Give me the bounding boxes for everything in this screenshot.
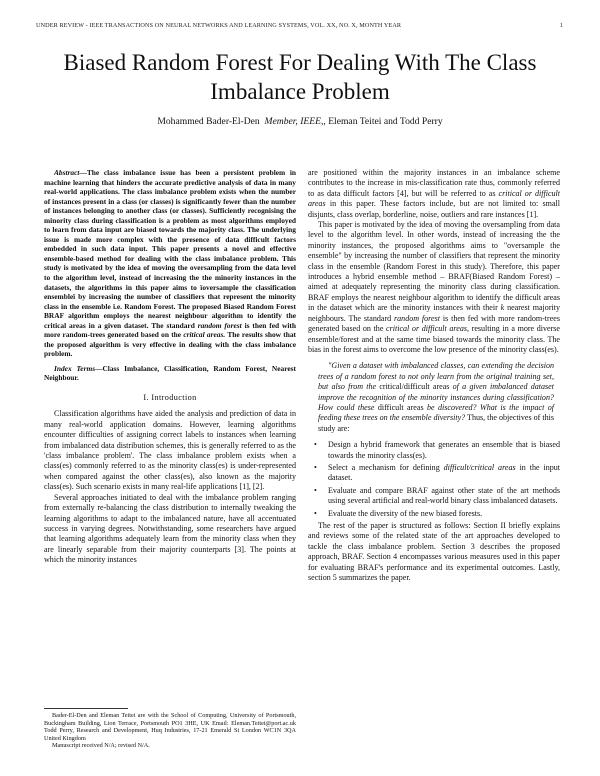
section-heading-introduction: I. Introduction: [143, 393, 197, 403]
list-item: • Evaluate the diversity of the new biased forests.: [322, 509, 560, 519]
intro-paragraph-1: Classification algorithms have aided the analysis and prediction of data in many real-world application domains. However, learning algorithms encounter difficulties of assigning correct labels to instances when learning from imbalanced data distribution schemes, this is generally referred to as the 'class imbalance problem'. The class imbalance problem exists when a class(es) commonly referred to as the minority class(es) is under-represented when compared against the other class(es), also known as the majority class(es). Such scenario exists in many real-life applications [1], [2].: [44, 409, 296, 492]
list-item: • Evaluate and compare BRAF against other state of the art methods using several artificial and real-world binary class imbalanced datasets.: [322, 486, 560, 507]
intro-paragraph-2: Several approaches initiated to deal with the imbalance problem ranging from externally re-balancing the class distribution to internally tweaking the learning algorithms to adapt to the imbalanced nature, have all accentuated success in varying degrees. Notwithstanding, some researchers have argued that learning algorithms adequately learn from the minority class when they are linearly separable from their majority counterparts [3]. The points at which the minority instances: [44, 492, 296, 565]
member-status: Member, IEEE,: [264, 116, 324, 127]
objectives-list: [308, 440, 560, 519]
intro-paragraph-5: The rest of the paper is structured as follows: Section II briefly explains and reviews some of the related state of the art approaches developed to tackle the class imbalance problem. Section 3 describes the proposed approach, BRAF. Section 4 encompasses various measures used in this paper for evaluating BRAF's performance and its experimental outcomes. Lastly, section 5 summarizes the paper.: [308, 521, 560, 583]
footnote-manuscript: Manuscript received N/A; revised N/A.: [52, 742, 150, 750]
running-head: [36, 22, 563, 29]
list-item: • Select a mechanism for defining difficult/critical areas in the input dataset.: [322, 463, 560, 484]
intro-paragraph-4: This paper is motivated by the idea of moving the oversampling from data level to the algorithm level. In other words, instead of increasing the the minority instances, the proposed algorithms aims to "oversample the ensemble" by increasing the number of classifiers that represent the minority class in the ensemble (Random Forest in this study). Therefore, this paper introduces a hybrid ensemble method – BRAF(Biased Random Forest) – aimed at adequately representing the minority class during classification. BRAF employs the nearest neighbour algorithm to identify the difficult areas in the dataset which are the minority instances with their k nearest majority neighbours. The standard random forest is then fed with more random-trees generated based on the critical or difficult areas, resulting in a more diverse ensemble/forest and at the same time biased towards the minority class. The bias in the forest aims to overcome the low presence of the minority class(es).: [308, 220, 560, 354]
index-terms: Index Terms—Class Imbalance, Classification, Random Forest, Nearest Neighbour.: [44, 363, 296, 383]
index-terms-label: Index Terms: [54, 363, 96, 373]
page-number: 1: [559, 22, 563, 29]
footnote-affiliation: Bader-El-Den and Eleman Teitei are with the School of Computing, University of Portsmouth, Buckingham Building, Lion Terrace, Portsmouth PO1 3HE, UK Email: Eleman.Teitei@port.ac.uk Todd Perry, Research and Development, Huq Industries, 17-21 Emerald St London WC1N 3QA United Kingdom: [44, 712, 296, 742]
footnotes: [44, 712, 296, 750]
first-author: Mohammed Bader-El-Den: [157, 116, 260, 127]
running-head-text: UNDER REVIEW - IEEE TRANSACTIONS ON NEURAL NETWORKS AND LEARNING SYSTEMS, VOL. XX, NO. X, MONTH YEAR: [36, 22, 402, 29]
paper-title: Biased Random Forest For Dealing With The Class Imbalance Problem: [63, 50, 537, 104]
abstract: Abstract—The class imbalance issue has been a persistent problem in machine learning that hinders the accurate predictive analysis of data in many real-world applications. The class imbalance problem exists when the number of instances present in a class (or classes) is significantly fewer than the number of instances belonging to another class (or classes). Sufficiently recognising the minority class during classification is a problem as most algorithms employed to learn from data input are biased towards the majority class. The underlying issue is made more complex with the presence of data difficult factors embedded in such data input. This paper presents a novel and effective ensemble-based method for dealing with the class imbalance problem. This study is motivated by the idea of moving the oversampling from the data level to the algorithm level, instead of increasing the the minority instances in the datasets, the algorithms in this paper aims to ïoversample the classification ensembleï by increasing the number of classifiers that represent the minority class in the ensemble i.e. Random Forest. The proposed Biased Random Forest BRAF algorithm employs the nearest neighbour algorithm to identify the critical areas in a given dataset. The standard random forest is then fed with more random-trees generated based on the critical areas. The results show that the proposed algorithm is very effective in dealing with the class imbalance problem.: [44, 168, 297, 359]
intro-body-right: [308, 168, 560, 583]
right-column: [308, 168, 560, 583]
research-question-quote: "Given a dataset with imbalanced classes, can extending the decision trees of a random forest to not only learn from the original training set, but also from the critical/difficult areas of a given imbalanced dataset improve the recognition of the minority instances during classification? How could these difficult areas be discovered? What is the impact of feeding these trees on the ensemble diversity? Thus, the objectives of this study are:: [318, 361, 554, 433]
abstract-label: Abstract: [54, 168, 80, 177]
intro-body-left: [44, 409, 296, 565]
author-line: [30, 116, 570, 127]
left-column: [44, 168, 296, 566]
coauthors: , Eleman Teitei and Todd Perry: [323, 116, 443, 127]
footnote-rule: [44, 708, 128, 709]
list-item: • Design a hybrid framework that generates an ensemble that is biased towards the minority class(es).: [322, 440, 560, 461]
intro-paragraph-3: are positioned within the majority instances in an imbalance scheme contributes to the increase in mis-classification rate thus, commonly referred to as data difficult factors [4], but will be referred to as critical or difficult areas in this paper. These factors include, but are not limited to: small disjunts, class overlap, borderline, noise, outliers and rare instances [1].: [308, 168, 561, 219]
